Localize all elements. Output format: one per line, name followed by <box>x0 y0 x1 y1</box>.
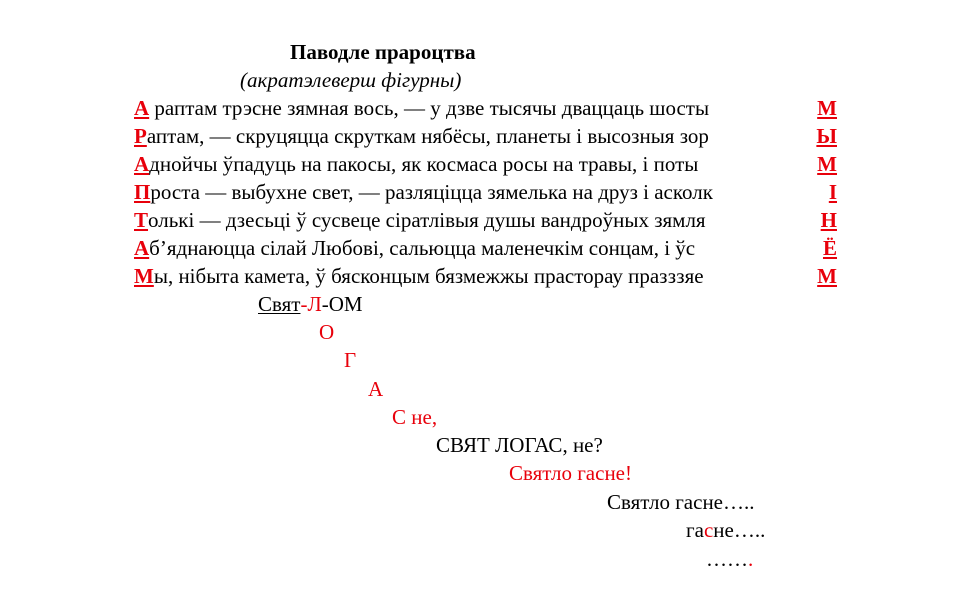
poem-line <box>134 234 837 262</box>
dash: - <box>300 292 308 316</box>
cascade-gasne <box>686 516 765 544</box>
acrostic-final: Н <box>820 208 837 232</box>
dots: …… <box>706 547 748 571</box>
cascade-svyatlo-gasne: Святло гасне….. <box>607 490 755 514</box>
acrostic-initial: Т <box>134 208 149 232</box>
acrostic-final: М <box>817 264 837 288</box>
page-title: Паводле прароцтва <box>290 40 476 64</box>
acrostic-poem <box>134 94 837 290</box>
om-suffix: -ОМ <box>321 292 363 316</box>
line-text: ы, нібыта камета, ў бясконцым бязмежжы прасторау празззяе <box>153 264 704 288</box>
poem-line <box>134 178 837 206</box>
subtitle: (акратэлеверш фігурны) <box>240 68 462 92</box>
poem-line <box>134 262 837 290</box>
cascade-ellipsis <box>706 545 753 573</box>
dot-red: . <box>748 547 754 571</box>
cascade-svyatlo-gasne-red: Святло гасне! <box>509 461 632 485</box>
acrostic-final: І <box>828 180 837 204</box>
gasne-end: не….. <box>713 518 766 542</box>
cascade-letter-a: А <box>368 377 384 401</box>
acrostic-final: М <box>817 96 837 120</box>
cascade-svyat-lom <box>258 290 363 318</box>
acrostic-initial: Р <box>134 124 147 148</box>
line-text: роста — выбухне свет, — разляціцца зямелька на друз і асколк <box>150 180 713 204</box>
acrostic-final: М <box>817 152 837 176</box>
acrostic-initial: П <box>134 180 151 204</box>
acrostic-final: Ы <box>816 124 837 148</box>
line-text: б’яднаюцца сілай Любові, сальюцца маленечкім сонцам, і ўс <box>149 236 696 260</box>
svyat-word: Свят <box>258 292 301 316</box>
acrostic-initial: А <box>134 152 150 176</box>
line-text: днойчы ўпадуць на пакосы, як космаса росы на травы, і поты <box>149 152 699 176</box>
gasne-start: га <box>686 518 704 542</box>
acrostic-initial: А <box>134 96 150 120</box>
acrostic-initial: А <box>134 236 150 260</box>
line-text: олькі — дзесьці ў сусвеце сіратлівыя душы вандроўных зямля <box>148 208 706 232</box>
cascade-s-ne: С не, <box>392 405 438 429</box>
poem-line <box>134 150 837 178</box>
poem-line <box>134 122 837 150</box>
poem-line <box>134 94 837 122</box>
acrostic-initial: М <box>134 264 154 288</box>
poem-line <box>134 206 837 234</box>
line-text: раптам трэсне зямная вось, — у дзве тысячы дваццаць шосты <box>149 96 710 120</box>
cascade-letter-o: О <box>319 320 335 344</box>
cascade-letter-g: Г <box>344 348 357 372</box>
cascade-svyat-logas: СВЯТ ЛОГАС, не? <box>436 433 603 457</box>
gasne-letter-s: с <box>703 518 714 542</box>
line-text: аптам, — скруцяцца скруткам нябёсы, планеты і высозныя зор <box>146 124 709 148</box>
acrostic-final: Ё <box>822 236 837 260</box>
letter-l: Л <box>307 292 322 316</box>
